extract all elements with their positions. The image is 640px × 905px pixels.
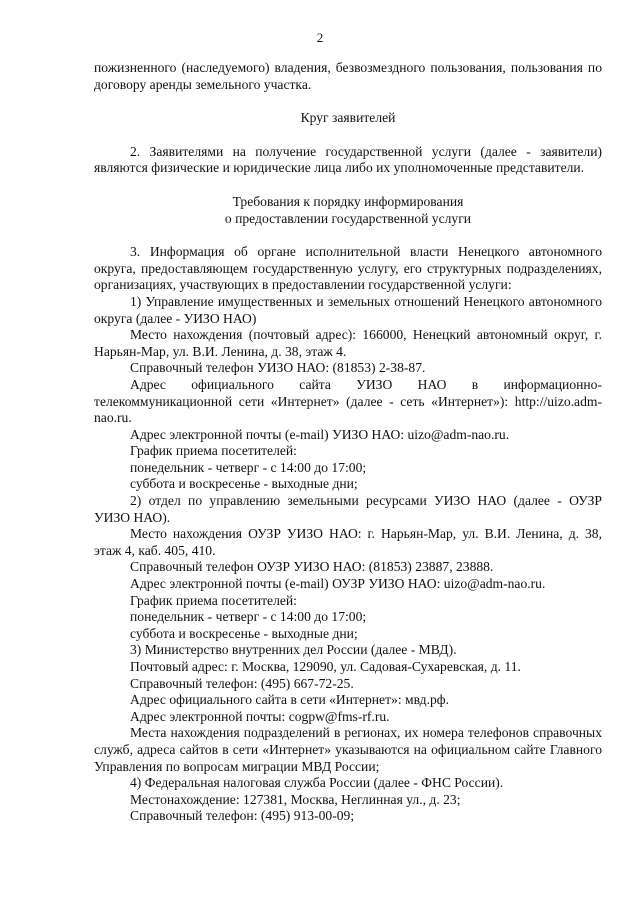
paragraph-uizo-schedule-weekdays: понедельник - четверг - с 14:00 до 17:00;: [130, 459, 367, 475]
section-heading-info-requirements-line2: о предоставлении государственной услуги: [224, 210, 472, 226]
paragraph-mvd-address: Почтовый адрес: г. Москва, 129090, ул. Садовая-Сухаревская, д. 11.: [130, 659, 521, 674]
page-number: 2: [316, 30, 324, 45]
paragraph-continuation: пожизненного (наследуемого) владения, безвозмездного пользования, пользования по договору аренды земельного участка.: [94, 60, 602, 92]
paragraph-info-intro: 3. Информация об органе исполнительной власти Ненецкого автономного округа, предоставляющем государственную услугу, его структурных подразделениях, организациях, участвующих в предоставлении государственной услуги:: [94, 244, 602, 293]
paragraph-fns: 4) Федеральная налоговая служба России (далее - ФНС России).: [130, 775, 504, 791]
paragraph-uizo: 1) Управление имущественных и земельных отношений Ненецкого автономного округа (далее - УИЗО НАО): [94, 293, 602, 326]
paragraph-mvd-phone: Справочный телефон: (495) 667-72-25.: [130, 675, 354, 691]
paragraph-mvd-regions: Места нахождения подразделений в регионах, их номера телефонов справочных служб, адреса сайтов в сети «Интернет» указываются на официальном сайте Главного Управления по вопросам миграции МВД России;: [94, 725, 602, 774]
document-body: [94, 60, 602, 825]
section-heading-applicants: Круг заявителей: [300, 110, 396, 126]
paragraph-uizo-website: Адрес официального сайта УИЗО НАО в информационно-телекоммуникационной сети «Интернет» (далее - сеть «Интернет»): http://uizo.adm-nao.ru.: [94, 376, 602, 426]
paragraph-mvd-website: Адрес официального сайта в сети «Интернет»: мвд.рф.: [130, 692, 449, 708]
paragraph-ouzr-address: Место нахождения ОУЗР УИЗО НАО: г. Нарьян-Мар, ул. В.И. Ленина, д. 38, этаж 4, каб. 405, 410.: [94, 526, 602, 558]
paragraph-uizo-schedule-title: График приема посетителей:: [130, 443, 297, 459]
paragraph-ouzr-schedule-weekdays: понедельник - четверг - с 14:00 до 17:00;: [130, 609, 367, 625]
paragraph-mvd: 3) Министерство внутренних дел России (далее - МВД).: [130, 642, 457, 658]
paragraph-uizo-address: Место нахождения (почтовый адрес): 166000, Ненецкий автономный округ, г. Нарьян-Мар, ул. В.И. Ленина, д. 38, этаж 4.: [94, 327, 602, 359]
paragraph-ouzr-email: Адрес электронной почты (e-mail) ОУЗР УИЗО НАО: uizo@adm-nao.ru.: [130, 576, 546, 592]
paragraph-fns-phone: Справочный телефон: (495) 913-00-09;: [130, 808, 355, 824]
paragraph-ouzr: 2) отдел по управлению земельными ресурсами УИЗО НАО (далее - ОУЗР УИЗО НАО).: [94, 493, 602, 525]
paragraph-applicants: 2. Заявителями на получение государственной услуги (далее - заявители) являются физические и юридические лица либо их уполномоченные представители.: [94, 143, 602, 176]
paragraph-uizo-email: Адрес электронной почты (e-mail) УИЗО НАО: uizo@adm-nao.ru.: [130, 426, 510, 442]
paragraph-ouzr-schedule-weekend: суббота и воскресенье - выходные дни;: [130, 625, 358, 641]
paragraph-ouzr-schedule-title: График приема посетителей:: [130, 592, 297, 608]
section-heading-info-requirements-line1: Требования к порядку информирования: [232, 193, 464, 209]
paragraph-mvd-email: Адрес электронной почты: cogpw@fms-rf.ru.: [130, 708, 390, 724]
paragraph-uizo-schedule-weekend: суббота и воскресенье - выходные дни;: [130, 476, 358, 492]
paragraph-uizo-phone: Справочный телефон УИЗО НАО: (81853) 2-38-87.: [130, 360, 426, 376]
paragraph-ouzr-phone: Справочный телефон ОУЗР УИЗО НАО: (81853) 23887, 23888.: [130, 559, 494, 575]
paragraph-fns-address: Местонахождение: 127381, Москва, Неглинная ул., д. 23;: [130, 791, 461, 807]
